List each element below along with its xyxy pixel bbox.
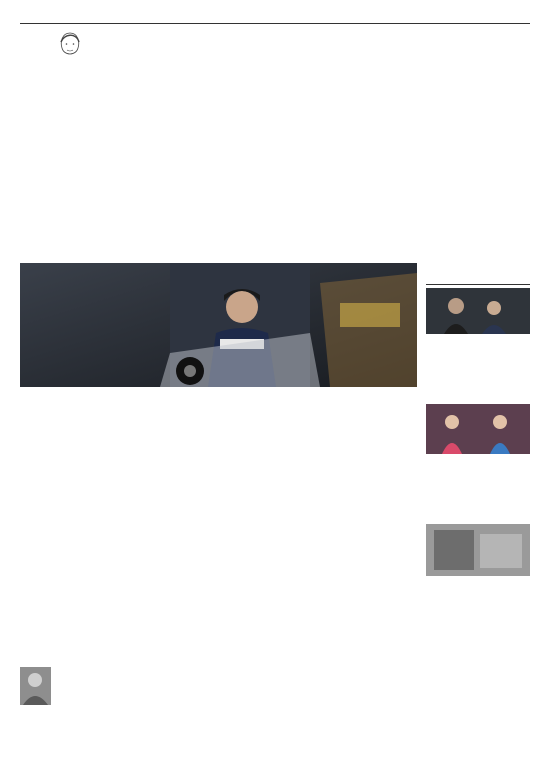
feature-photo — [20, 263, 417, 387]
pick-1-body — [426, 346, 530, 402]
documentary-image-icon — [426, 524, 530, 576]
author-sketch-icon — [54, 30, 86, 60]
movie-image-icon — [426, 288, 530, 334]
musical-image-icon — [426, 404, 530, 454]
portrait-icon — [20, 667, 51, 705]
side-photo — [20, 667, 51, 705]
divider — [426, 284, 530, 285]
page-header — [20, 8, 530, 24]
movie-still — [426, 288, 530, 334]
documentary-still — [426, 524, 530, 576]
pick-3-body — [426, 590, 530, 650]
musical-still — [426, 404, 530, 454]
race-car-image-icon — [20, 263, 417, 387]
pick-2-body — [426, 466, 530, 522]
right-column-header — [426, 272, 530, 284]
photo-caption — [20, 389, 417, 401]
